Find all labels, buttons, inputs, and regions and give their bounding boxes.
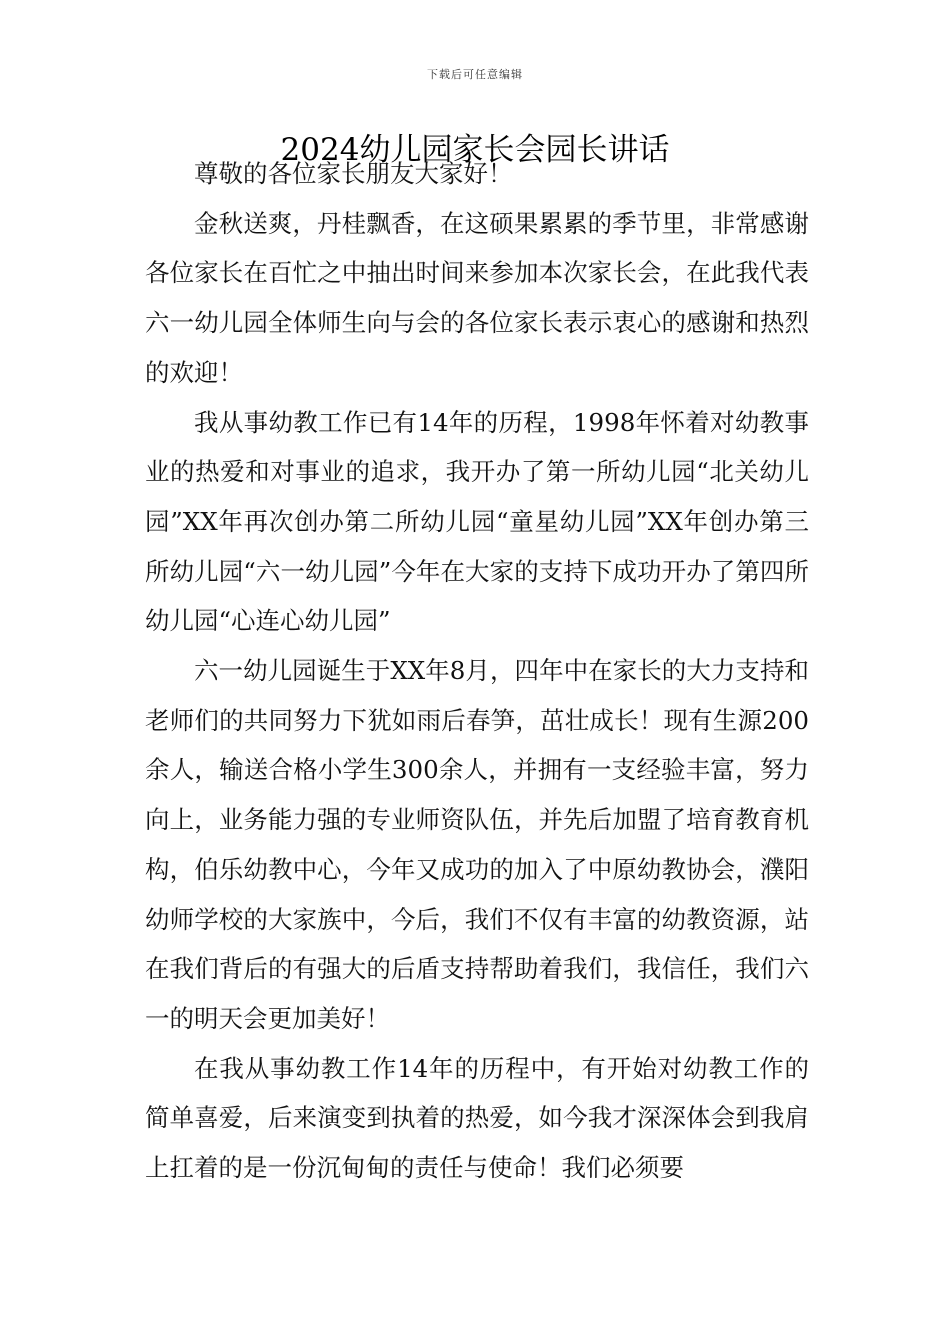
document-body bbox=[145, 149, 809, 1193]
paragraph: 六一幼儿园诞生于XX年8月，四年中在家长的大力支持和老师们的共同努力下犹如雨后春笋，茁壮成长！现有生源200余人，输送合格小学生300余人，并拥有一支经验丰富，努力向上，业务能力强的专业师资队伍，并先后加盟了培育教育机构，伯乐幼教中心，今年又成功的加入了中原幼教协会，濮阳幼师学校的大家族中，今后，我们不仅有丰富的幼教资源，站在我们背后的有强大的后盾支持帮助着我们，我信任，我们六一的明天会更加美好！ bbox=[145, 656, 809, 1033]
header-note: 下载后可任意编辑 bbox=[427, 68, 523, 81]
paragraph-greeting: 尊敬的各位家长朋友大家好！ bbox=[194, 159, 513, 188]
document-title: 2024幼儿园家长会园长讲话 bbox=[280, 132, 670, 168]
paragraph: 在我从事幼教工作14年的历程中，有开始对幼教工作的简单喜爱，后来演变到执着的热爱，如今我才深深体会到我肩上扛着的是一份沉甸甸的责任与使命！我们必须要 bbox=[145, 1053, 809, 1183]
paragraph: 金秋送爽，丹桂飘香，在这硕果累累的季节里，非常感谢各位家长在百忙之中抽出时间来参加本次家长会，在此我代表六一幼儿园全体师生向与会的各位家长表示衷心的感谢和热烈的欢迎！ bbox=[145, 208, 809, 387]
paragraph: 我从事幼教工作已有14年的历程，1998年怀着对幼教事业的热爱和对事业的追求，我开办了第一所幼儿园“北关幼儿园”XX年再次创办第二所幼儿园“童星幼儿园”XX年创办第三所幼儿园“六一幼儿园”今年在大家的支持下成功开办了第四所幼儿园“心连心幼儿园” bbox=[145, 407, 809, 636]
